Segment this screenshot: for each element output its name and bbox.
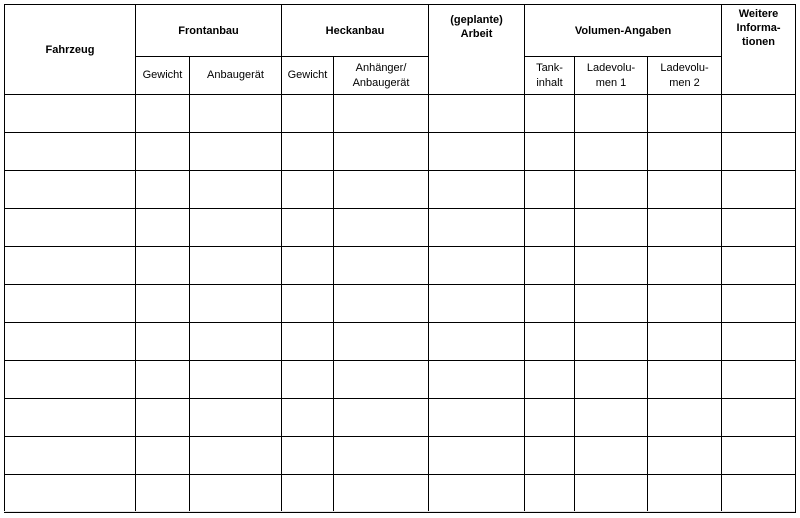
table-cell[interactable] [525,437,575,475]
header-rear-label: Heckanbau [325,24,385,37]
table-cell[interactable] [334,399,429,437]
table-cell[interactable] [575,285,648,323]
table-cell[interactable] [190,361,282,399]
table-cell[interactable] [282,361,334,399]
table-cell[interactable] [5,171,136,209]
table-cell[interactable] [648,475,722,513]
header-front-label: Frontanbau [178,24,239,37]
table-cell[interactable] [136,247,190,285]
table-cell[interactable] [282,475,334,513]
table-cell[interactable] [334,95,429,133]
table-cell[interactable] [429,247,525,285]
table-cell[interactable] [334,475,429,513]
table-cell[interactable] [525,133,575,171]
table-cell[interactable] [136,209,190,247]
header-vehicle-label: Fahrzeug [45,43,95,56]
header-further-info [722,5,796,95]
table-cell[interactable] [525,285,575,323]
table-cell[interactable] [575,133,648,171]
header-work-label: (geplante) Arbeit [450,14,503,40]
form-body [5,95,796,513]
table-cell[interactable] [429,323,525,361]
table-cell[interactable] [334,133,429,171]
table-cell[interactable] [334,247,429,285]
subheader-front-weight [136,57,190,95]
table-cell[interactable] [190,285,282,323]
table-cell[interactable] [575,475,648,513]
table-cell[interactable] [190,247,282,285]
table-cell[interactable] [525,95,575,133]
front-weight-label: Gewicht [142,69,183,81]
table-cell[interactable] [722,133,796,171]
header-row [5,5,796,57]
table-cell[interactable] [722,475,796,513]
table-cell[interactable] [648,247,722,285]
table-cell[interactable] [136,323,190,361]
table-cell[interactable] [648,171,722,209]
table-cell[interactable] [429,171,525,209]
table-cell[interactable] [282,285,334,323]
table-cell[interactable] [525,209,575,247]
header-volume-label: Volumen-Angaben [574,24,672,37]
header-volume [525,5,722,57]
table-cell[interactable] [5,399,136,437]
table-cell[interactable] [334,361,429,399]
table-row [5,361,796,399]
table-cell[interactable] [429,209,525,247]
table-cell[interactable] [722,323,796,361]
table-cell[interactable] [136,133,190,171]
table-cell[interactable] [334,323,429,361]
table-row [5,95,796,133]
table-cell[interactable] [722,247,796,285]
table-row [5,437,796,475]
table-cell[interactable] [334,209,429,247]
table-cell[interactable] [334,285,429,323]
front-implement-label: Anbaugerät [207,69,264,81]
table-cell[interactable] [282,323,334,361]
table-cell[interactable] [5,323,136,361]
subheader-front-implement [190,57,282,95]
table-cell[interactable] [722,171,796,209]
table-cell[interactable] [190,399,282,437]
table-cell[interactable] [575,323,648,361]
table-row [5,133,796,171]
vehicle-data-form-table [4,4,796,513]
table-cell[interactable] [648,323,722,361]
table-cell[interactable] [648,209,722,247]
table-cell[interactable] [722,209,796,247]
table-cell[interactable] [5,133,136,171]
table-row [5,247,796,285]
table-cell[interactable] [5,247,136,285]
subheader-rear-trailer-implement [334,57,429,95]
table-cell[interactable] [429,437,525,475]
table-cell[interactable] [5,209,136,247]
sheet-bottom-edge [4,511,795,512]
header-front-attachment [136,5,282,57]
table-cell[interactable] [722,285,796,323]
table-row [5,475,796,513]
table-cell[interactable] [575,247,648,285]
table-cell[interactable] [5,437,136,475]
subheader-load-volume-2 [648,57,722,95]
table-cell[interactable] [136,361,190,399]
table-cell[interactable] [282,247,334,285]
table-cell[interactable] [5,475,136,513]
table-cell[interactable] [648,95,722,133]
table-cell[interactable] [722,95,796,133]
table-row [5,209,796,247]
table-cell[interactable] [575,209,648,247]
table-row [5,323,796,361]
subheader-rear-weight [282,57,334,95]
table-cell[interactable] [525,361,575,399]
table-cell[interactable] [525,171,575,209]
rear-weight-label: Gewicht [287,69,328,81]
table-cell[interactable] [429,133,525,171]
table-cell[interactable] [5,361,136,399]
table-cell[interactable] [429,95,525,133]
table-row [5,171,796,209]
table-cell[interactable] [648,437,722,475]
table-cell[interactable] [575,171,648,209]
table-cell[interactable] [282,399,334,437]
tank-content-label: Tank- inhalt [536,61,563,89]
header-vehicle [5,5,136,95]
header-planned-work [429,5,525,95]
table-cell[interactable] [575,361,648,399]
table-cell[interactable] [282,209,334,247]
table-cell[interactable] [334,437,429,475]
table-cell[interactable] [525,323,575,361]
table-cell[interactable] [190,209,282,247]
table-cell[interactable] [722,399,796,437]
rear-trailer-label: Anhänger/ Anbaugerät [352,61,410,89]
load-volume-2-label: Ladevolu- men 2 [660,61,709,89]
table-cell[interactable] [722,437,796,475]
table-cell[interactable] [190,95,282,133]
load-volume-1-label: Ladevolu- men 1 [586,61,636,89]
table-cell[interactable] [136,475,190,513]
header-rear-attachment [282,5,429,57]
table-cell[interactable] [136,285,190,323]
table-cell[interactable] [575,437,648,475]
table-cell[interactable] [648,133,722,171]
table-cell[interactable] [648,361,722,399]
header-info-label: Weitere Informa- tionen [736,8,781,48]
table-cell[interactable] [136,171,190,209]
table-cell[interactable] [648,285,722,323]
table-cell[interactable] [136,437,190,475]
table-cell[interactable] [282,437,334,475]
table-cell[interactable] [429,361,525,399]
table-cell[interactable] [648,399,722,437]
table-cell[interactable] [575,399,648,437]
table-cell[interactable] [190,133,282,171]
table-cell[interactable] [722,361,796,399]
table-cell[interactable] [136,95,190,133]
table-cell[interactable] [429,399,525,437]
table-cell[interactable] [525,475,575,513]
table-cell[interactable] [282,133,334,171]
table-cell[interactable] [525,399,575,437]
table-row [5,399,796,437]
subheader-load-volume-1 [575,57,648,95]
table-cell[interactable] [429,285,525,323]
table-cell[interactable] [525,247,575,285]
table-cell[interactable] [190,437,282,475]
table-cell[interactable] [282,171,334,209]
table-cell[interactable] [575,95,648,133]
table-cell[interactable] [429,475,525,513]
table-cell[interactable] [190,171,282,209]
table-cell[interactable] [5,285,136,323]
subheader-tank-content [525,57,575,95]
table-cell[interactable] [5,95,136,133]
table-cell[interactable] [136,399,190,437]
table-cell[interactable] [282,95,334,133]
table-row [5,285,796,323]
table-cell[interactable] [334,171,429,209]
table-cell[interactable] [190,475,282,513]
table-cell[interactable] [190,323,282,361]
